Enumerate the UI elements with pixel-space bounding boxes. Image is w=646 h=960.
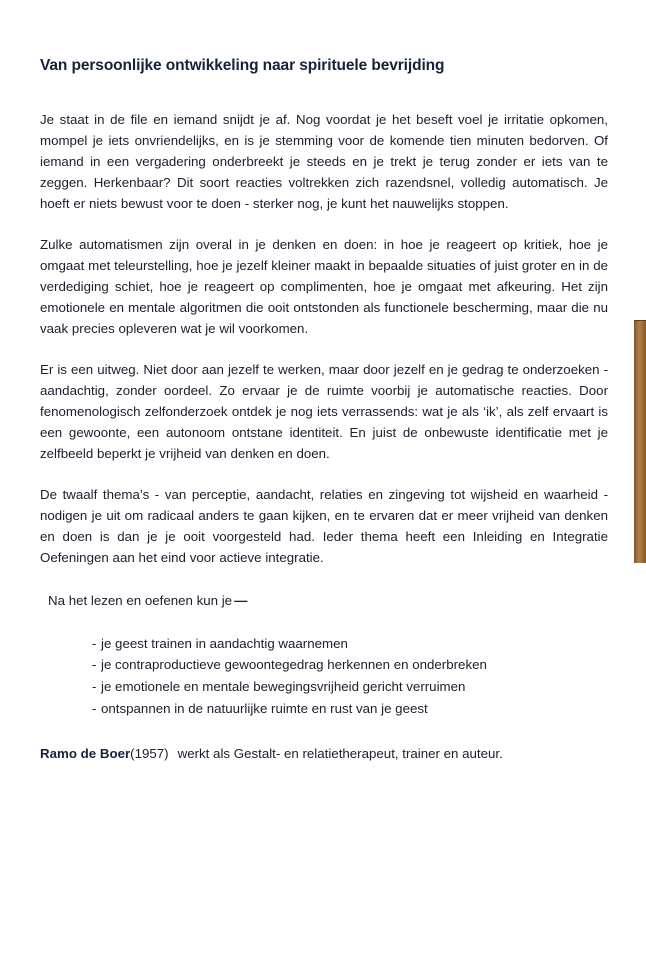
paragraph-3: Er is een uitweg. Niet door aan jezelf te werken, maar door jezelf en je gedrag te onderzoeken - aandachtig, zonder oordeel. Zo ervaar je de ruimte voorbij je automatische reacties. Door fenomenologisch zelfonderzoek ontdek je nog iets verrassends: wat je als ‘ik’, als zelf ervaart is een gewoonte, een autonoom ontstane identiteit. En juist de onbewuste identificatie met je zelfbeeld beperkt je vrijheid van denken en doen. xyxy=(40,361,608,461)
author-name: Ramo de Boer xyxy=(40,746,131,762)
page-title: Van persoonlijke ontwikkeling naar spirituele bevrijding xyxy=(40,57,445,74)
list-item xyxy=(92,654,608,676)
benefits-lead-in-text: Na het lezen en oefenen kun je xyxy=(48,592,233,608)
author-birth-year: (1957) xyxy=(130,746,169,762)
document-body xyxy=(40,0,608,764)
bullet-dash-icon: - xyxy=(92,657,97,673)
bullet-dash-icon: - xyxy=(92,678,97,694)
author-role: werkt als Gestalt- en relatietherapeut, trainer en auteur. xyxy=(177,746,503,762)
paragraph-4: De twaalf thema’s - van perceptie, aandacht, relaties en zingeving tot wijsheid en waarheid - nodigen je uit om radicaal anders te gaan kijken, en te ervaren dat er meer vrijheid van denken en doen is dan je je ooit voorgesteld had. Ieder thema heeft een Inleiding en Integratie Oefeningen aan het eind voor actieve integratie. xyxy=(40,486,608,565)
list-item-label: je geest trainen in aandachtig waarnemen xyxy=(101,635,348,651)
list-item xyxy=(92,633,608,655)
paragraph-1: Je staat in de file en iemand snijdt je af. Nog voordat je het beseft voel je irritatie opkomen, mompel je iets onvriendelijks, en is je stemming voor de komende tien minuten bedorven. Of iemand in een vergadering onderbreekt je steeds en je trekt je terug zonder er iets van te zeggen. Herkenbaar? Dit soort reacties voltrekken zich razendsnel, volledig automatisch. Je hoeft er niets bewust voor te doen - sterker nog, je kunt het nauwelijks stoppen. xyxy=(40,111,608,211)
bullet-dash-icon: - xyxy=(92,700,97,716)
list-item-label: je emotionele en mentale bewegingsvrijheid gericht verruimen xyxy=(101,678,466,694)
benefits-lead-in xyxy=(40,568,608,611)
benefits-list xyxy=(40,611,608,719)
list-item-label: ontspannen in de natuurlijke ruimte en rust van je geest xyxy=(101,700,428,716)
em-dash-mark: — xyxy=(234,592,248,608)
list-item xyxy=(92,676,608,698)
list-item xyxy=(92,698,608,720)
list-item-label: je contraproductieve gewoontegedrag herkennen en onderbreken xyxy=(101,657,487,673)
decorative-side-strip xyxy=(634,320,646,563)
author-byline xyxy=(40,719,608,764)
bullet-dash-icon: - xyxy=(92,635,97,651)
paragraph-2: Zulke automatismen zijn overal in je denken en doen: in hoe je reageert op kritiek, hoe je omgaat met teleurstelling, hoe je jezelf kleiner maakt in bepaalde situaties of juist groter en in de verdediging schiet, hoe je reageert op complimenten, hoe je omgaat met afkeuring. Het zijn emotionele en mentale algoritmen die ooit ontstonden als functionele bescherming, maar die nu vaak precies opleveren wat je wil voorkomen. xyxy=(40,236,608,336)
